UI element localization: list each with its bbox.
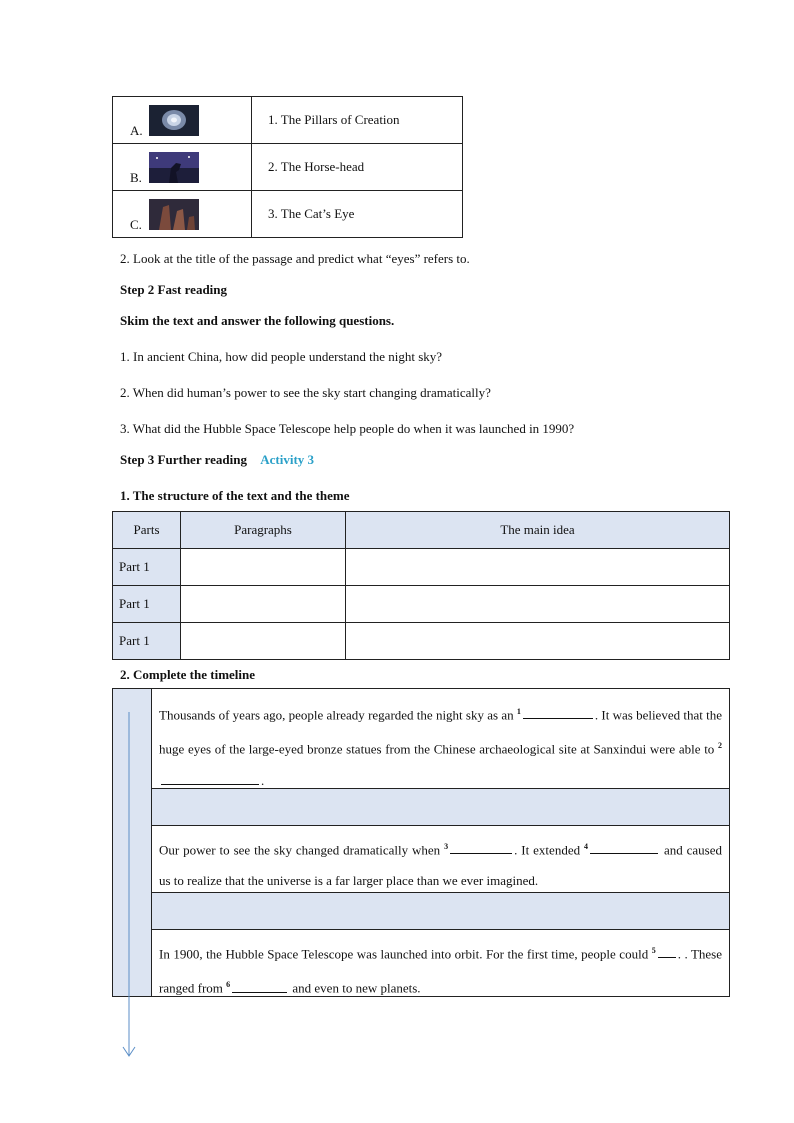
header-parts: Parts	[113, 512, 181, 549]
cats-eye-nebula-image	[149, 105, 199, 136]
timeline-gap-row	[152, 893, 729, 930]
question-2: 2. When did human’s power to see the sky start changing dramatically?	[120, 385, 491, 400]
part-cell: Part 1	[113, 586, 181, 623]
header-main-idea: The main idea	[346, 512, 730, 549]
timeline-heading: 2. Complete the timeline	[120, 667, 256, 682]
step3-heading	[120, 452, 314, 468]
main-idea-cell[interactable]	[346, 586, 730, 623]
blank-5[interactable]	[658, 945, 676, 958]
horsehead-nebula-image	[149, 152, 199, 183]
timeline-entry-1	[152, 689, 729, 789]
nebula-name: 2. The Horse-head	[252, 144, 463, 191]
nebula-name: 1. The Pillars of Creation	[252, 97, 463, 144]
paragraphs-cell[interactable]	[181, 586, 346, 623]
main-idea-cell[interactable]	[346, 549, 730, 586]
timeline-text-2: Our power to see the sky changed dramatically when $^3$ . It extended $^4$ and caused us to realize that the universe is a far larger place than we ever imagined.	[159, 842, 723, 889]
table-row	[113, 623, 730, 660]
image-cell	[113, 144, 252, 191]
structure-heading: 1. The structure of the text and the theme	[120, 488, 350, 503]
main-idea-cell[interactable]	[346, 623, 730, 660]
table-row	[113, 586, 730, 623]
header-paragraphs: Paragraphs	[181, 512, 346, 549]
matching-table	[112, 96, 463, 238]
table-row	[113, 144, 463, 191]
step3-title: Step 3 Further reading	[120, 452, 247, 467]
question-1: 1. In ancient China, how did people understand the night sky?	[120, 349, 443, 364]
prediction-question: 2. Look at the title of the passage and predict what “eyes” refers to.	[120, 251, 470, 266]
timeline-entry-2	[152, 826, 729, 893]
table-row	[113, 191, 463, 238]
table-header-row	[113, 512, 730, 549]
option-letter: C.	[130, 217, 142, 232]
option-letter: B.	[130, 170, 142, 185]
table-row	[113, 549, 730, 586]
paragraphs-cell[interactable]	[181, 623, 346, 660]
image-cell	[113, 97, 252, 144]
timeline-box	[112, 688, 730, 997]
paragraphs-cell[interactable]	[181, 549, 346, 586]
question-3: 3. What did the Hubble Space Telescope help people do when it was launched in 1990?	[120, 421, 575, 436]
pillars-of-creation-image	[149, 199, 199, 230]
activity-label: Activity 3	[260, 452, 315, 467]
blank-1[interactable]	[523, 706, 593, 719]
blank-3[interactable]	[450, 841, 512, 854]
part-cell: Part 1	[113, 549, 181, 586]
skim-heading: Skim the text and answer the following questions.	[120, 313, 395, 328]
image-cell	[113, 191, 252, 238]
timeline-arrow-icon	[120, 712, 138, 1060]
blank-2[interactable]	[161, 772, 259, 785]
option-letter: A.	[130, 123, 143, 138]
part-cell: Part 1	[113, 623, 181, 660]
blank-6[interactable]	[232, 980, 287, 993]
timeline-text-3: In 1900, the Hubble Space Telescope was launched into orbit. For the first time, people could $^5$ . . These ranged from $^6$ and even to new planets.	[159, 946, 722, 996]
timeline-entry-3	[152, 930, 729, 998]
table-row	[113, 97, 463, 144]
timeline-text-1: Thousands of years ago, people already regarded the night sky as an $^1$ . It was believed that the huge eyes of the large-eyed bronze statues from the Chinese archaeological site at Sanxindui were able to $^2$.	[159, 707, 722, 788]
nebula-name: 3. The Cat’s Eye	[252, 191, 463, 238]
step2-heading: Step 2 Fast reading	[120, 282, 228, 297]
blank-4[interactable]	[590, 841, 658, 854]
timeline-gap-row	[152, 789, 729, 826]
structure-table	[112, 511, 730, 660]
